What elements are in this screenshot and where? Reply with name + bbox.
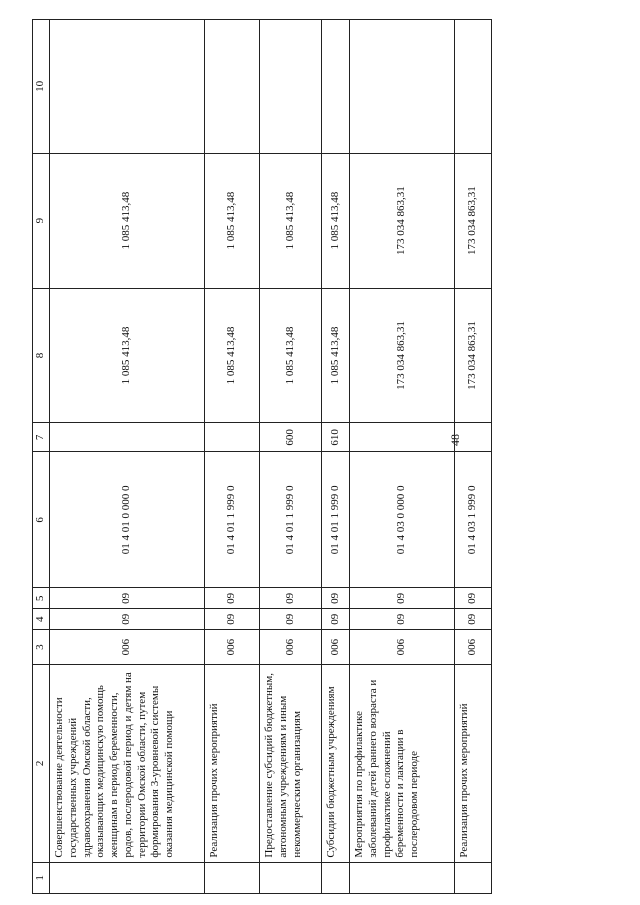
table-row — [350, 20, 455, 894]
subsection-code-cell: 09 — [50, 588, 205, 609]
table-row — [322, 20, 350, 894]
ministry-code-cell: 006 — [260, 630, 322, 665]
column-header: 1 — [33, 862, 50, 893]
page-number: 48 — [448, 434, 462, 446]
description-cell: Реализация прочих мероприятий — [205, 665, 260, 863]
budget-table — [32, 19, 492, 894]
column-header: 7 — [33, 423, 50, 452]
amount-cell: 1 085 413,48 — [50, 153, 205, 288]
expense-type-cell — [350, 423, 455, 452]
section-code-cell: 09 — [205, 609, 260, 630]
amount-cell: 1 085 413,48 — [260, 153, 322, 288]
amount-cell: 173 034 863,31 — [455, 288, 492, 423]
section-code-cell: 09 — [455, 609, 492, 630]
amount-cell: 1 085 413,48 — [322, 288, 350, 423]
table-row — [50, 20, 205, 894]
amount-cell — [350, 20, 455, 154]
table-row — [455, 20, 492, 894]
expense-type-cell — [50, 423, 205, 452]
expense-type-cell — [205, 423, 260, 452]
description-cell: Совершенствование деятельности государственных учреждений здравоохранения Омской области, оказывающих медицинскую помощь женщинам в период беременности, родов, послеродовой период и детям на территории Омской области, путем формирования 3-уровневой системы оказания медицинской помощи — [50, 665, 205, 863]
description-cell: Мероприятия по профилактике заболеваний детей раннего возраста и профилактике осложнений беременности и лактации в послеродовом периоде — [350, 665, 455, 863]
ministry-code-cell: 006 — [350, 630, 455, 665]
subsection-code-cell: 09 — [260, 588, 322, 609]
expense-type-cell: 600 — [260, 423, 322, 452]
section-code-cell: 09 — [50, 609, 205, 630]
amount-cell — [260, 20, 322, 154]
amount-cell: 173 034 863,31 — [350, 288, 455, 423]
expense-type-cell — [455, 423, 492, 452]
column-header: 5 — [33, 588, 50, 609]
ministry-code-cell: 006 — [455, 630, 492, 665]
ministry-code-cell: 006 — [50, 630, 205, 665]
amount-cell — [50, 20, 205, 154]
column-header: 8 — [33, 288, 50, 423]
target-article-cell: 01 4 03 1 999 0 — [455, 452, 492, 588]
amount-cell — [455, 20, 492, 154]
row-number-cell — [260, 862, 322, 893]
description-cell: Реализация прочих мероприятий — [455, 665, 492, 863]
column-header: 2 — [33, 665, 50, 863]
subsection-code-cell: 09 — [350, 588, 455, 609]
amount-cell: 1 085 413,48 — [322, 153, 350, 288]
amount-cell — [322, 20, 350, 154]
description-cell: Предоставление субсидий бюджетным, автономным учреждениям и иным некоммерческим организациям — [260, 665, 322, 863]
column-number-row — [33, 20, 50, 894]
section-code-cell: 09 — [350, 609, 455, 630]
budget-sheet — [32, 19, 492, 894]
amount-cell: 1 085 413,48 — [260, 288, 322, 423]
ministry-code-cell: 006 — [322, 630, 350, 665]
amount-cell: 1 085 413,48 — [205, 153, 260, 288]
column-header: 10 — [33, 20, 50, 154]
target-article-cell: 01 4 03 0 000 0 — [350, 452, 455, 588]
amount-cell — [205, 20, 260, 154]
target-article-cell: 01 4 01 1 999 0 — [260, 452, 322, 588]
expense-type-cell: 610 — [322, 423, 350, 452]
amount-cell: 1 085 413,48 — [50, 288, 205, 423]
row-number-cell — [455, 862, 492, 893]
subsection-code-cell: 09 — [322, 588, 350, 609]
table-row — [260, 20, 322, 894]
target-article-cell: 01 4 01 1 999 0 — [322, 452, 350, 588]
subsection-code-cell: 09 — [455, 588, 492, 609]
amount-cell: 173 034 863,31 — [350, 153, 455, 288]
amount-cell: 173 034 863,31 — [455, 153, 492, 288]
target-article-cell: 01 4 01 0 000 0 — [50, 452, 205, 588]
amount-cell: 1 085 413,48 — [205, 288, 260, 423]
section-code-cell: 09 — [322, 609, 350, 630]
column-header: 4 — [33, 609, 50, 630]
subsection-code-cell: 09 — [205, 588, 260, 609]
description-cell: Субсидии бюджетным учреждениям — [322, 665, 350, 863]
target-article-cell: 01 4 01 1 999 0 — [205, 452, 260, 588]
row-number-cell — [322, 862, 350, 893]
row-number-cell — [205, 862, 260, 893]
row-number-cell — [350, 862, 455, 893]
column-header: 3 — [33, 630, 50, 665]
section-code-cell: 09 — [260, 609, 322, 630]
table-row — [205, 20, 260, 894]
ministry-code-cell: 006 — [205, 630, 260, 665]
column-header: 9 — [33, 153, 50, 288]
column-header: 6 — [33, 452, 50, 588]
row-number-cell — [50, 862, 205, 893]
